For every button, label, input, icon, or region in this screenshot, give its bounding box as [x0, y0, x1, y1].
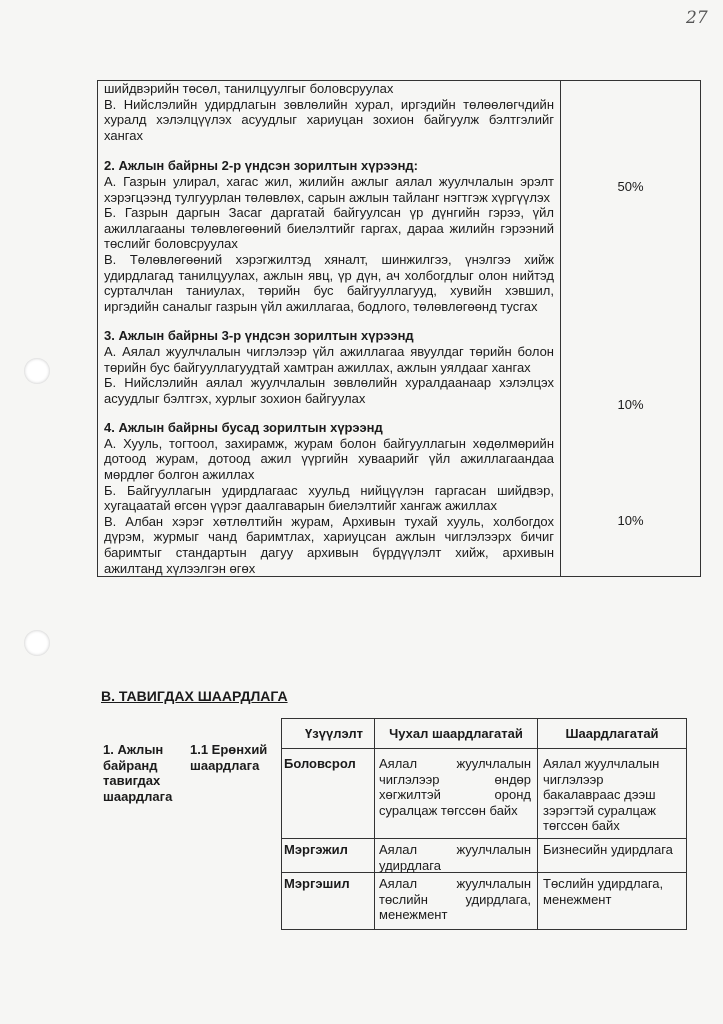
row-required: Бизнесийн удирдлага [543, 842, 673, 857]
row-indicator: Мэргэшил [284, 876, 350, 891]
punch-hole [24, 630, 50, 656]
row-required: Төслийн удирдлага, менежмент [543, 876, 664, 907]
goal-heading: 3. Ажлын байрны 3-р үндсэн зорилтын хүрээнд [104, 328, 414, 344]
page-number: 27 [686, 8, 708, 28]
task-paragraph: Б. Нийслэлийн аялал жуулчлалын зөвлөлийн хуралдаанаар хэлэлцэх асуудлыг бэлтгэх, хурлыг зохион байгуулах [104, 375, 554, 406]
requirement-category: 1. Ажлын байранд тавигдах шаардлага [103, 742, 173, 804]
goal-percent: 50% [617, 179, 644, 194]
header-required: Шаардлагатай [565, 726, 659, 741]
task-table [97, 80, 701, 577]
task-paragraph: А. Газрын улирал, хагас жил, жилийн ажлыг аялал жуулчлалын эрэлт хэрэгцээнд тулгуурлан төлөвлөх, сарын ажлын тайланг нэгтгэж хүргүүлэх [104, 173, 554, 205]
requirements-table [97, 718, 687, 930]
goal-percent: 10% [617, 513, 644, 528]
header-essential: Чухал шаардлагатай [389, 726, 523, 741]
task-paragraph: А. Аялал жуулчлалын чиглэлээр үйл ажиллагаа явуулдаг төрийн болон төрийн бус байгууллагуудтай хамтран ажиллах, ажлын уялдааг хангах [104, 343, 554, 375]
goal-heading: 2. Ажлын байрны 2-р үндсэн зорилтын хүрээнд: [104, 158, 419, 174]
row-essential: Аялал жуулчлалын чиглэлээр өндөр хөгжилтэй оронд суралцаж төгссөн байх [379, 756, 531, 818]
task-paragraph: А. Хууль, тогтоол, захирамж, журам болон байгууллагын хөдөлмөрийн дотоод журам, дотоод ажил үүргийн хуваарийг үйл ажиллагаандаа мөрдлөг болгон ажиллах [104, 435, 554, 483]
row-indicator: Мэргэжил [284, 842, 348, 857]
task-paragraph: шийдвэрийн төсөл, танилцуулгыг боловсруулах [104, 81, 394, 96]
section-title: В. ТАВИГДАХ ШААРДЛАГА [101, 688, 288, 704]
row-essential: Аялал жуулчлалын удирдлага [379, 842, 531, 873]
row-indicator: Боловсрол [284, 756, 356, 771]
task-paragraph: В. Төлөвлөгөөний хэрэгжилтэд хяналт, шинжилгээ, үнэлгээ хийж удирдлагад танилцуулах, ажлын явц, үр дүн, ач холбогдлыг олон нийтэд сурталчлан таниулах, төрийн бус байгууллагууд, хувийн хэвшил, иргэдийн саналыг газрын үйл ажиллагаа, бодлого, төлөвлөгөөнд тусгах [104, 251, 554, 314]
time-share-column [561, 81, 701, 577]
requirement-subcategory: 1.1 Ерөнхий шаардлага [190, 742, 268, 773]
row-essential: Аялал жуулчлалын төслийн удирдлага, менежмент [379, 876, 531, 923]
punch-hole [24, 358, 50, 384]
task-paragraph: Б. Байгууллагын удирдлагаас хуульд нийцүүлэн гаргасан шийдвэр, хугацаатай өгсөн үүрэг даалгаварын биелэлтийг хангаж ажиллах [104, 482, 554, 514]
goal-percent: 10% [617, 397, 644, 412]
header-indicator: Үзүүлэлт [305, 726, 363, 741]
goal-heading: 4. Ажлын байрны бусад зорилтын хүрээнд [104, 420, 383, 436]
row-required: Аялал жуулчлалын чиглэлээр бакалавраас дээш зэрэгтэй суралцаж төгссөн байх [543, 756, 660, 834]
task-paragraph: В. Нийслэлийн удирдлагын зөвлөлийн хурал, иргэдийн төлөөлөгчдийн хуралд хэлэлцүүлэх асуудлыг хариуцан зохион байгуулж бэлтгэлийг хангах [104, 96, 554, 143]
task-paragraph: В. Албан хэрэг хөтлөлтийн журам, Архивын тухай хууль, холбогдох дүрэм, журмыг чанд баримтлах, хариуцсан ажлын чиглэлээрх бичиг баримтыг стандартын дагуу архивын бүрдүүлэлт хийж, архивын ажилтанд хүлээлгэн өгөх [104, 513, 554, 576]
task-descriptions [98, 81, 561, 577]
task-paragraph: Б. Газрын даргын Засаг даргатай байгуулсан үр дүнгийн гэрээ, үйл ажиллагааны төлөвлөгөөний биелэлтийг гаргах, дараа жилийн гэрээний төслийг боловсруулах [104, 205, 554, 252]
